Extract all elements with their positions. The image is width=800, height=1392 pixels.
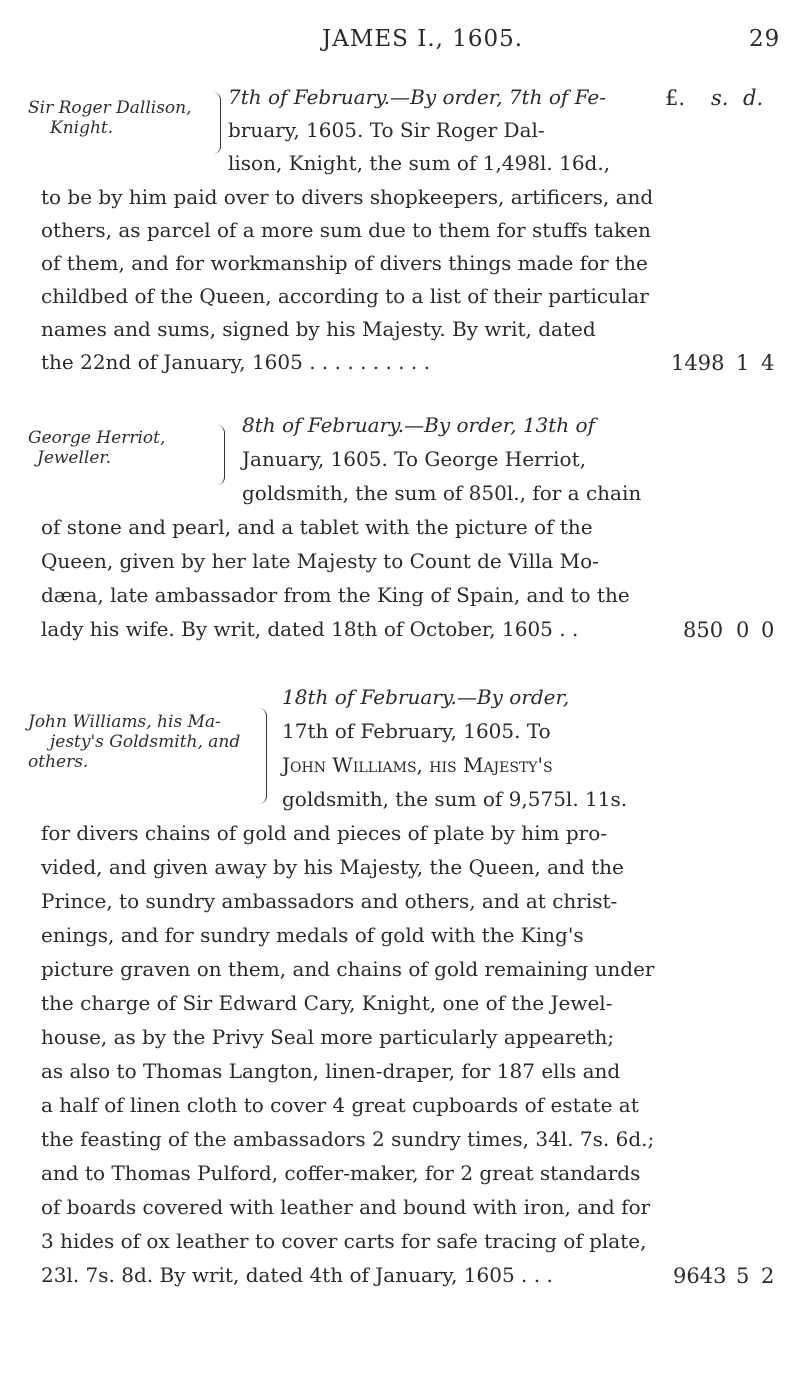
running-header [0,26,800,66]
sidenote-line: John Williams, his Ma- [28,712,221,732]
amount-pence: 2 [761,1264,775,1288]
text-line: 3 hides of ox leather to cover carts for safe tracing of plate, [41,1229,647,1253]
text-line: enings, and for sundry medals of gold with the King's [41,923,584,947]
text-line: childbed of the Queen, according to a list of their particular [41,284,649,308]
currency-head-pounds: £. [665,86,686,110]
text-line: of them, and for workmanship of divers things made for the [41,251,648,275]
currency-head-shillings: s. [711,86,729,110]
text-line: to be by him paid over to divers shopkeepers, artificers, and [41,185,654,209]
amount-shillings: 5 [736,1264,750,1288]
amount-pence: 0 [761,618,775,642]
text-line: goldsmith, the sum of 9,575l. 11s. [282,787,628,811]
amount-pounds: 9643 [673,1264,727,1288]
text-line: others, as parcel of a more sum due to them for stuffs taken [41,218,651,242]
sidenote [28,428,218,468]
text-line: Queen, given by her late Majesty to Count de Villa Mo- [41,549,599,573]
amount-shillings: 0 [736,618,750,642]
sidenote-line: others. [28,752,89,772]
amount-pounds: 1498 [671,351,725,375]
text-line: John Williams, his Majesty's [282,753,553,777]
sidenote-line: Sir Roger Dallison, [28,98,192,118]
text-line: for divers chains of gold and pieces of plate by him pro- [41,821,608,845]
text-line: and to Thomas Pulford, coffer-maker, for 2 great standards [41,1161,641,1185]
text-line: goldsmith, the sum of 850l., for a chain [242,481,642,505]
text-line: 8th of February.—By order, 13th of [242,413,595,437]
text-line: picture graven on them, and chains of gold remaining under [41,957,655,981]
brace [258,708,267,804]
text-line: Prince, to sundry ambassadors and others, and at christ- [41,889,618,913]
text-line: the charge of Sir Edward Cary, Knight, one of the Jewel- [41,991,613,1015]
sidenote-line: Jeweller. [37,448,112,468]
text-line: of stone and pearl, and a tablet with the picture of the [41,515,593,539]
text-line: of boards covered with leather and bound with iron, and for [41,1195,651,1219]
text-line: house, as by the Privy Seal more particularly appeareth; [41,1025,615,1049]
text-line: lady his wife. By writ, dated 18th of October, 1605 . . [41,617,579,641]
brace [216,425,225,485]
amount-pence: 4 [761,351,775,375]
sidenote-line: Knight. [50,118,114,138]
text-line: January, 1605. To George Herriot, [242,447,586,471]
text-line: bruary, 1605. To Sir Roger Dal- [228,118,545,142]
brace [212,92,221,154]
text-line: the 22nd of January, 1605 . . . . . . . . . . [41,350,430,374]
text-line: dæna, late ambassador from the King of Spain, and to the [41,583,630,607]
text-line: 23l. 7s. 8d. By writ, dated 4th of January, 1605 . . . [41,1263,553,1287]
text-line: names and sums, signed by his Majesty. By writ, dated [41,317,596,341]
text-line: lison, Knight, the sum of 1,498l. 16d., [228,151,611,175]
currency-head-pence: d. [743,86,764,110]
amount-shillings: 1 [736,351,750,375]
sidenote-line: George Herriot, [28,428,166,448]
text-line: 18th of February.—By order, [282,685,570,709]
text-line: the feasting of the ambassadors 2 sundry times, 34l. 7s. 6d.; [41,1127,655,1151]
text-line: vided, and given away by his Majesty, the Queen, and the [41,855,624,879]
text-line: as also to Thomas Langton, linen-draper, for 187 ells and [41,1059,621,1083]
page-title: JAMES I., 1605. [322,26,524,52]
page-number: 29 [749,26,781,52]
amount-pounds: 850 [683,618,724,642]
text-line: 7th of February.—By order, 7th of Fe- [228,85,606,109]
text-line: a half of linen cloth to cover 4 great cupboards of estate at [41,1093,639,1117]
sidenote [28,98,203,138]
sidenote-line: jesty's Goldsmith, and [50,732,241,752]
text-line: 17th of February, 1605. To [282,719,551,743]
sidenote [28,712,258,772]
